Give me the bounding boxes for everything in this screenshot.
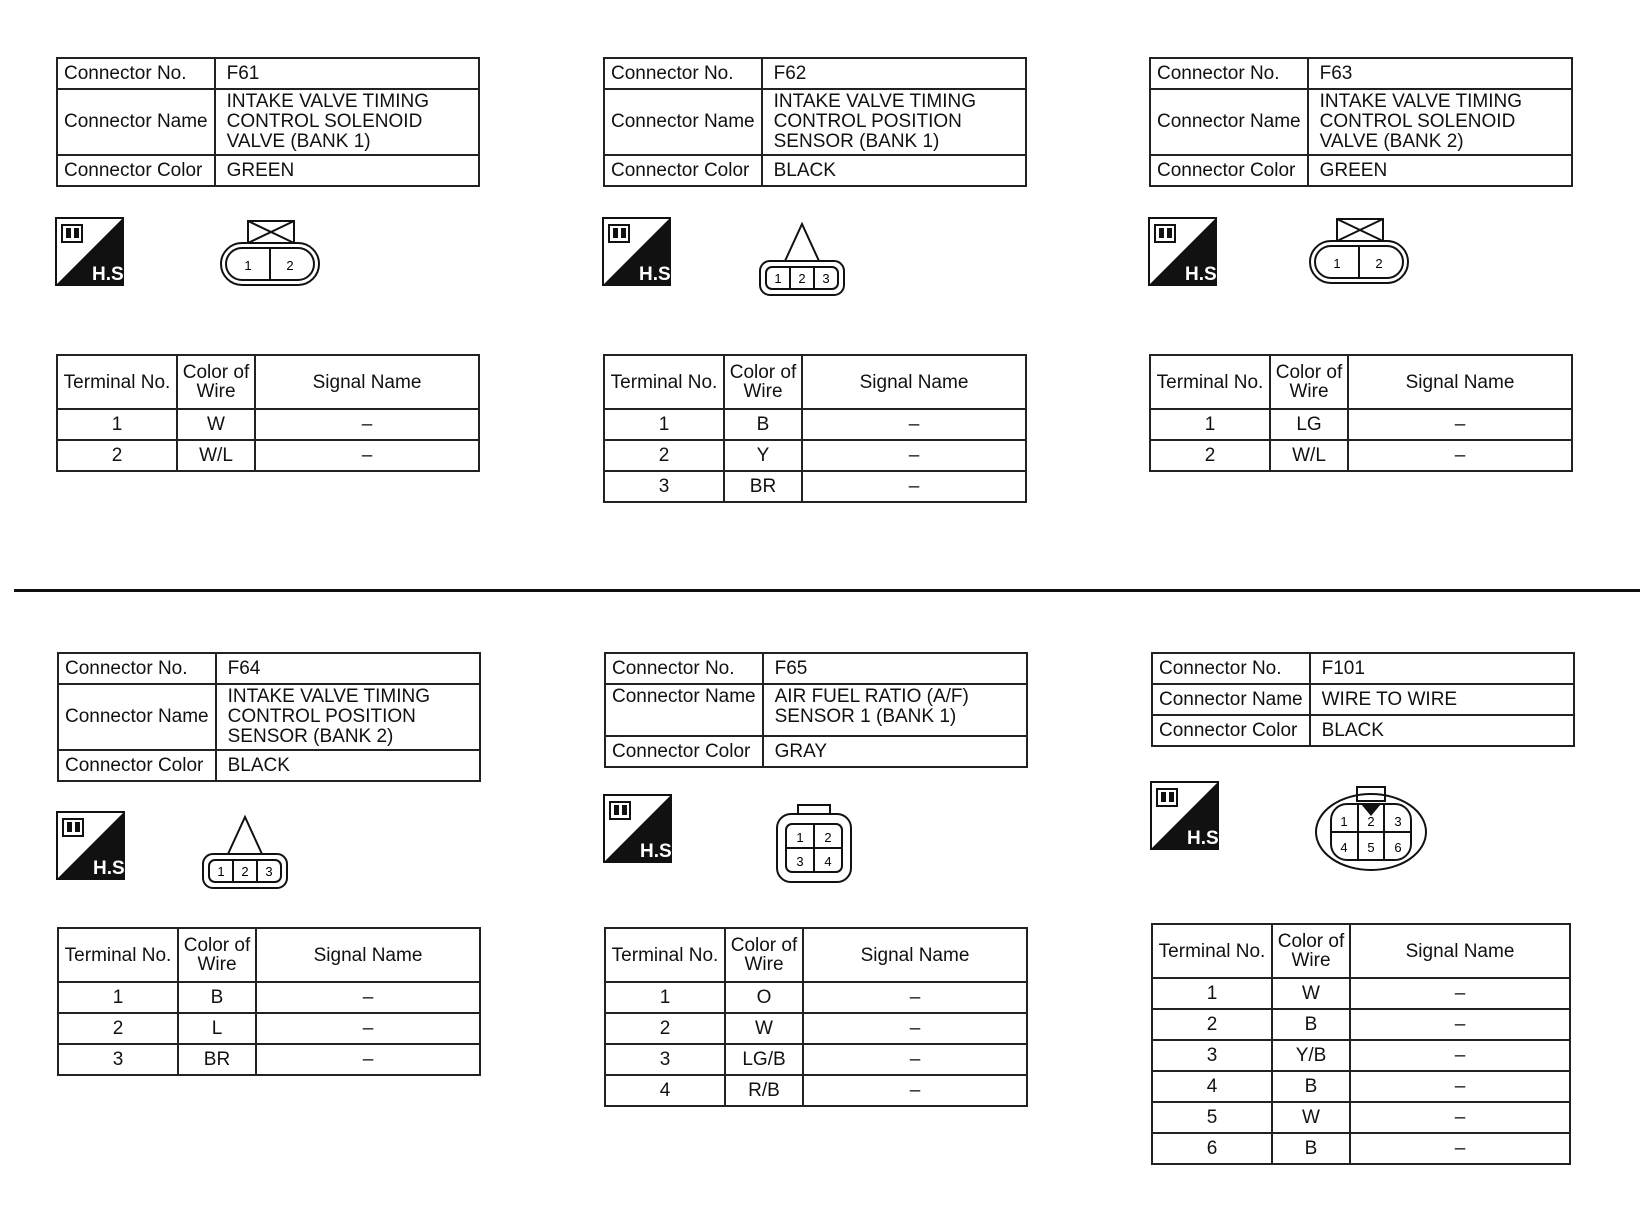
connector-name-value: WIRE TO WIRE — [1310, 684, 1574, 715]
hs-label: H.S. — [639, 264, 676, 285]
terminal-no: 3 — [604, 471, 724, 502]
connector-color-label: Connector Color — [604, 155, 762, 186]
connector-no-label: Connector No. — [604, 58, 762, 89]
table-row — [1152, 1040, 1570, 1071]
wire-color: B — [1272, 1133, 1350, 1164]
signal-name: – — [803, 1013, 1027, 1044]
wire-color: BR — [724, 471, 802, 502]
table-row — [1150, 440, 1572, 471]
wire-color: W/L — [1270, 440, 1348, 471]
table-row — [57, 409, 479, 440]
table-row — [604, 409, 1026, 440]
terminal-no: 2 — [57, 440, 177, 471]
signal-name: – — [803, 982, 1027, 1013]
wire-color-header: Color of Wire — [1270, 355, 1348, 409]
signal-name-header: Signal Name — [255, 355, 479, 409]
pin-label: 2 — [798, 271, 806, 286]
pin-label: 2 — [1367, 814, 1375, 829]
terminal-no: 1 — [605, 982, 725, 1013]
harness-side-icon — [57, 812, 130, 879]
signal-name: – — [802, 440, 1026, 471]
pin-label: 3 — [265, 864, 273, 879]
terminal-no: 2 — [1152, 1009, 1272, 1040]
wire-color: O — [725, 982, 803, 1013]
signal-name: – — [255, 409, 479, 440]
signal-name: – — [1348, 409, 1572, 440]
terminal-no-header: Terminal No. — [57, 355, 177, 409]
signal-name-header: Signal Name — [802, 355, 1026, 409]
wire-color-header: Color of Wire — [725, 928, 803, 982]
wire-color-header: Color of Wire — [724, 355, 802, 409]
signal-name-header: Signal Name — [1348, 355, 1572, 409]
terminal-no: 1 — [57, 409, 177, 440]
terminal-no-header: Terminal No. — [604, 355, 724, 409]
terminal-table — [603, 354, 1027, 503]
terminal-table — [1149, 354, 1573, 472]
pin-label: 3 — [822, 271, 830, 286]
table-row — [1150, 409, 1572, 440]
signal-name: – — [255, 440, 479, 471]
harness-side-icon — [603, 218, 676, 285]
hs-label: H.S. — [1187, 828, 1224, 849]
connector-name-value: INTAKE VALVE TIMING CONTROL SOLENOID VALVE (BANK 1) — [215, 89, 479, 155]
connector-info-table — [56, 57, 480, 187]
table-row — [1152, 1009, 1570, 1040]
connector-color-label: Connector Color — [1150, 155, 1308, 186]
connector-diagram-6pin — [1313, 784, 1429, 874]
pin-label: 1 — [774, 271, 782, 286]
connector-name-label: Connector Name — [604, 89, 762, 155]
pin-label: 4 — [1340, 840, 1348, 855]
signal-name-header: Signal Name — [256, 928, 480, 982]
connector-color-value: GRAY — [763, 736, 1027, 767]
signal-name: – — [1348, 440, 1572, 471]
connector-diagram-3pin — [200, 814, 290, 892]
wire-color: L — [178, 1013, 256, 1044]
connector-name-label: Connector Name — [605, 684, 763, 736]
pin-label: 2 — [1375, 256, 1383, 271]
terminal-table — [1151, 923, 1571, 1165]
connector-color-label: Connector Color — [1152, 715, 1310, 746]
connector-no-value: F65 — [763, 653, 1027, 684]
section-divider — [14, 589, 1640, 592]
terminal-no-header: Terminal No. — [1150, 355, 1270, 409]
harness-side-icon — [1151, 782, 1224, 849]
wire-color: W — [1272, 978, 1350, 1009]
connector-block-f65 — [604, 652, 1028, 1101]
terminal-no: 3 — [605, 1044, 725, 1075]
wire-color: W — [725, 1013, 803, 1044]
connector-name-label: Connector Name — [58, 684, 216, 750]
connector-name-label: Connector Name — [57, 89, 215, 155]
hs-label: H.S. — [640, 841, 677, 862]
signal-name: – — [1350, 1102, 1570, 1133]
hs-label: H.S. — [93, 858, 130, 879]
terminal-table — [604, 927, 1028, 1107]
pin-label: 1 — [217, 864, 225, 879]
connector-info-table — [57, 652, 481, 782]
connector-block-f61 — [56, 57, 480, 466]
pin-label: 2 — [241, 864, 249, 879]
connector-info-table — [1149, 57, 1573, 187]
table-row — [58, 982, 480, 1013]
wire-color: BR — [178, 1044, 256, 1075]
pin-label: 1 — [244, 258, 252, 273]
connector-color-value: GREEN — [215, 155, 479, 186]
connector-name-label: Connector Name — [1150, 89, 1308, 155]
terminal-table — [57, 927, 481, 1076]
connector-no-value: F64 — [216, 653, 480, 684]
wire-color: B — [178, 982, 256, 1013]
signal-name: – — [803, 1044, 1027, 1075]
signal-name-header: Signal Name — [803, 928, 1027, 982]
terminal-no: 1 — [1152, 978, 1272, 1009]
table-row — [1152, 1071, 1570, 1102]
pin-label: 3 — [1394, 814, 1402, 829]
signal-name: – — [1350, 1040, 1570, 1071]
signal-name: – — [1350, 1071, 1570, 1102]
terminal-no: 3 — [1152, 1040, 1272, 1071]
connector-color-value: BLACK — [1310, 715, 1574, 746]
signal-name: – — [256, 1013, 480, 1044]
connector-info-table — [604, 652, 1028, 768]
connector-color-label: Connector Color — [58, 750, 216, 781]
wire-color-header: Color of Wire — [1272, 924, 1350, 978]
signal-name: – — [802, 409, 1026, 440]
table-row — [1152, 978, 1570, 1009]
pin-label: 4 — [824, 854, 832, 869]
wire-color-header: Color of Wire — [177, 355, 255, 409]
hs-label: H.S. — [92, 264, 129, 285]
harness-side-icon — [56, 218, 129, 285]
terminal-no: 2 — [58, 1013, 178, 1044]
pin-label: 2 — [286, 258, 294, 273]
connector-no-value: F61 — [215, 58, 479, 89]
terminal-no: 4 — [605, 1075, 725, 1106]
wire-color: LG — [1270, 409, 1348, 440]
wire-color: R/B — [725, 1075, 803, 1106]
signal-name-header: Signal Name — [1350, 924, 1570, 978]
pin-label: 1 — [796, 830, 804, 845]
pin-label: 6 — [1394, 840, 1402, 855]
connector-color-value: GREEN — [1308, 155, 1572, 186]
pin-label: 2 — [824, 830, 832, 845]
signal-name: – — [1350, 978, 1570, 1009]
connector-diagram-2pin — [1307, 217, 1411, 287]
wire-color: B — [1272, 1071, 1350, 1102]
table-row — [605, 982, 1027, 1013]
connector-name-value: INTAKE VALVE TIMING CONTROL POSITION SENSOR (BANK 2) — [216, 684, 480, 750]
wire-color: W — [1272, 1102, 1350, 1133]
connector-name-label: Connector Name — [1152, 684, 1310, 715]
connector-diagram-4pin — [774, 802, 854, 886]
wire-color: B — [1272, 1009, 1350, 1040]
connector-diagram-3pin — [757, 221, 847, 299]
terminal-no: 2 — [1150, 440, 1270, 471]
terminal-no: 1 — [1150, 409, 1270, 440]
signal-name: – — [803, 1075, 1027, 1106]
connector-no-label: Connector No. — [1150, 58, 1308, 89]
pin-label: 1 — [1340, 814, 1348, 829]
connector-no-label: Connector No. — [57, 58, 215, 89]
terminal-no-header: Terminal No. — [1152, 924, 1272, 978]
terminal-no: 1 — [58, 982, 178, 1013]
connector-color-label: Connector Color — [605, 736, 763, 767]
terminal-no: 4 — [1152, 1071, 1272, 1102]
wire-color: B — [724, 409, 802, 440]
signal-name: – — [802, 471, 1026, 502]
wire-color: W/L — [177, 440, 255, 471]
pin-label: 3 — [796, 854, 804, 869]
table-row — [1152, 1102, 1570, 1133]
wire-color: Y — [724, 440, 802, 471]
connector-color-value: BLACK — [216, 750, 480, 781]
connector-info-table — [603, 57, 1027, 187]
terminal-no: 2 — [605, 1013, 725, 1044]
signal-name: – — [1350, 1133, 1570, 1164]
connector-no-value: F62 — [762, 58, 1026, 89]
table-row — [605, 1075, 1027, 1106]
signal-name: – — [1350, 1009, 1570, 1040]
terminal-no: 2 — [604, 440, 724, 471]
connector-name-value: INTAKE VALVE TIMING CONTROL SOLENOID VALVE (BANK 2) — [1308, 89, 1572, 155]
connector-no-label: Connector No. — [58, 653, 216, 684]
table-row — [1152, 1133, 1570, 1164]
connector-block-f64 — [57, 652, 481, 1070]
signal-name: – — [256, 982, 480, 1013]
pin-label: 5 — [1367, 840, 1375, 855]
wire-color: Y/B — [1272, 1040, 1350, 1071]
table-row — [58, 1013, 480, 1044]
terminal-no: 6 — [1152, 1133, 1272, 1164]
connector-no-label: Connector No. — [605, 653, 763, 684]
table-row — [57, 440, 479, 471]
table-row — [605, 1013, 1027, 1044]
connector-name-value: AIR FUEL RATIO (A/F) SENSOR 1 (BANK 1) — [763, 684, 1027, 736]
connector-no-value: F101 — [1310, 653, 1574, 684]
connector-block-f101 — [1151, 652, 1575, 1159]
wire-color-header: Color of Wire — [178, 928, 256, 982]
wire-color: LG/B — [725, 1044, 803, 1075]
wire-color: W — [177, 409, 255, 440]
signal-name: – — [256, 1044, 480, 1075]
pin-label: 1 — [1333, 256, 1341, 271]
terminal-no: 5 — [1152, 1102, 1272, 1133]
connector-info-table — [1151, 652, 1575, 747]
terminal-no: 3 — [58, 1044, 178, 1075]
table-row — [604, 471, 1026, 502]
connector-diagram-2pin — [218, 219, 322, 289]
connector-name-value: INTAKE VALVE TIMING CONTROL POSITION SENSOR (BANK 1) — [762, 89, 1026, 155]
terminal-table — [56, 354, 480, 472]
terminal-no-header: Terminal No. — [58, 928, 178, 982]
harness-side-icon — [604, 795, 677, 862]
table-row — [58, 1044, 480, 1075]
connector-block-f63 — [1149, 57, 1573, 466]
connector-color-value: BLACK — [762, 155, 1026, 186]
terminal-no: 1 — [604, 409, 724, 440]
terminal-no-header: Terminal No. — [605, 928, 725, 982]
table-row — [604, 440, 1026, 471]
harness-side-icon — [1149, 218, 1222, 285]
connector-no-label: Connector No. — [1152, 653, 1310, 684]
table-row — [605, 1044, 1027, 1075]
connector-no-value: F63 — [1308, 58, 1572, 89]
connector-block-f62 — [603, 57, 1027, 497]
connector-color-label: Connector Color — [57, 155, 215, 186]
hs-label: H.S. — [1185, 264, 1222, 285]
